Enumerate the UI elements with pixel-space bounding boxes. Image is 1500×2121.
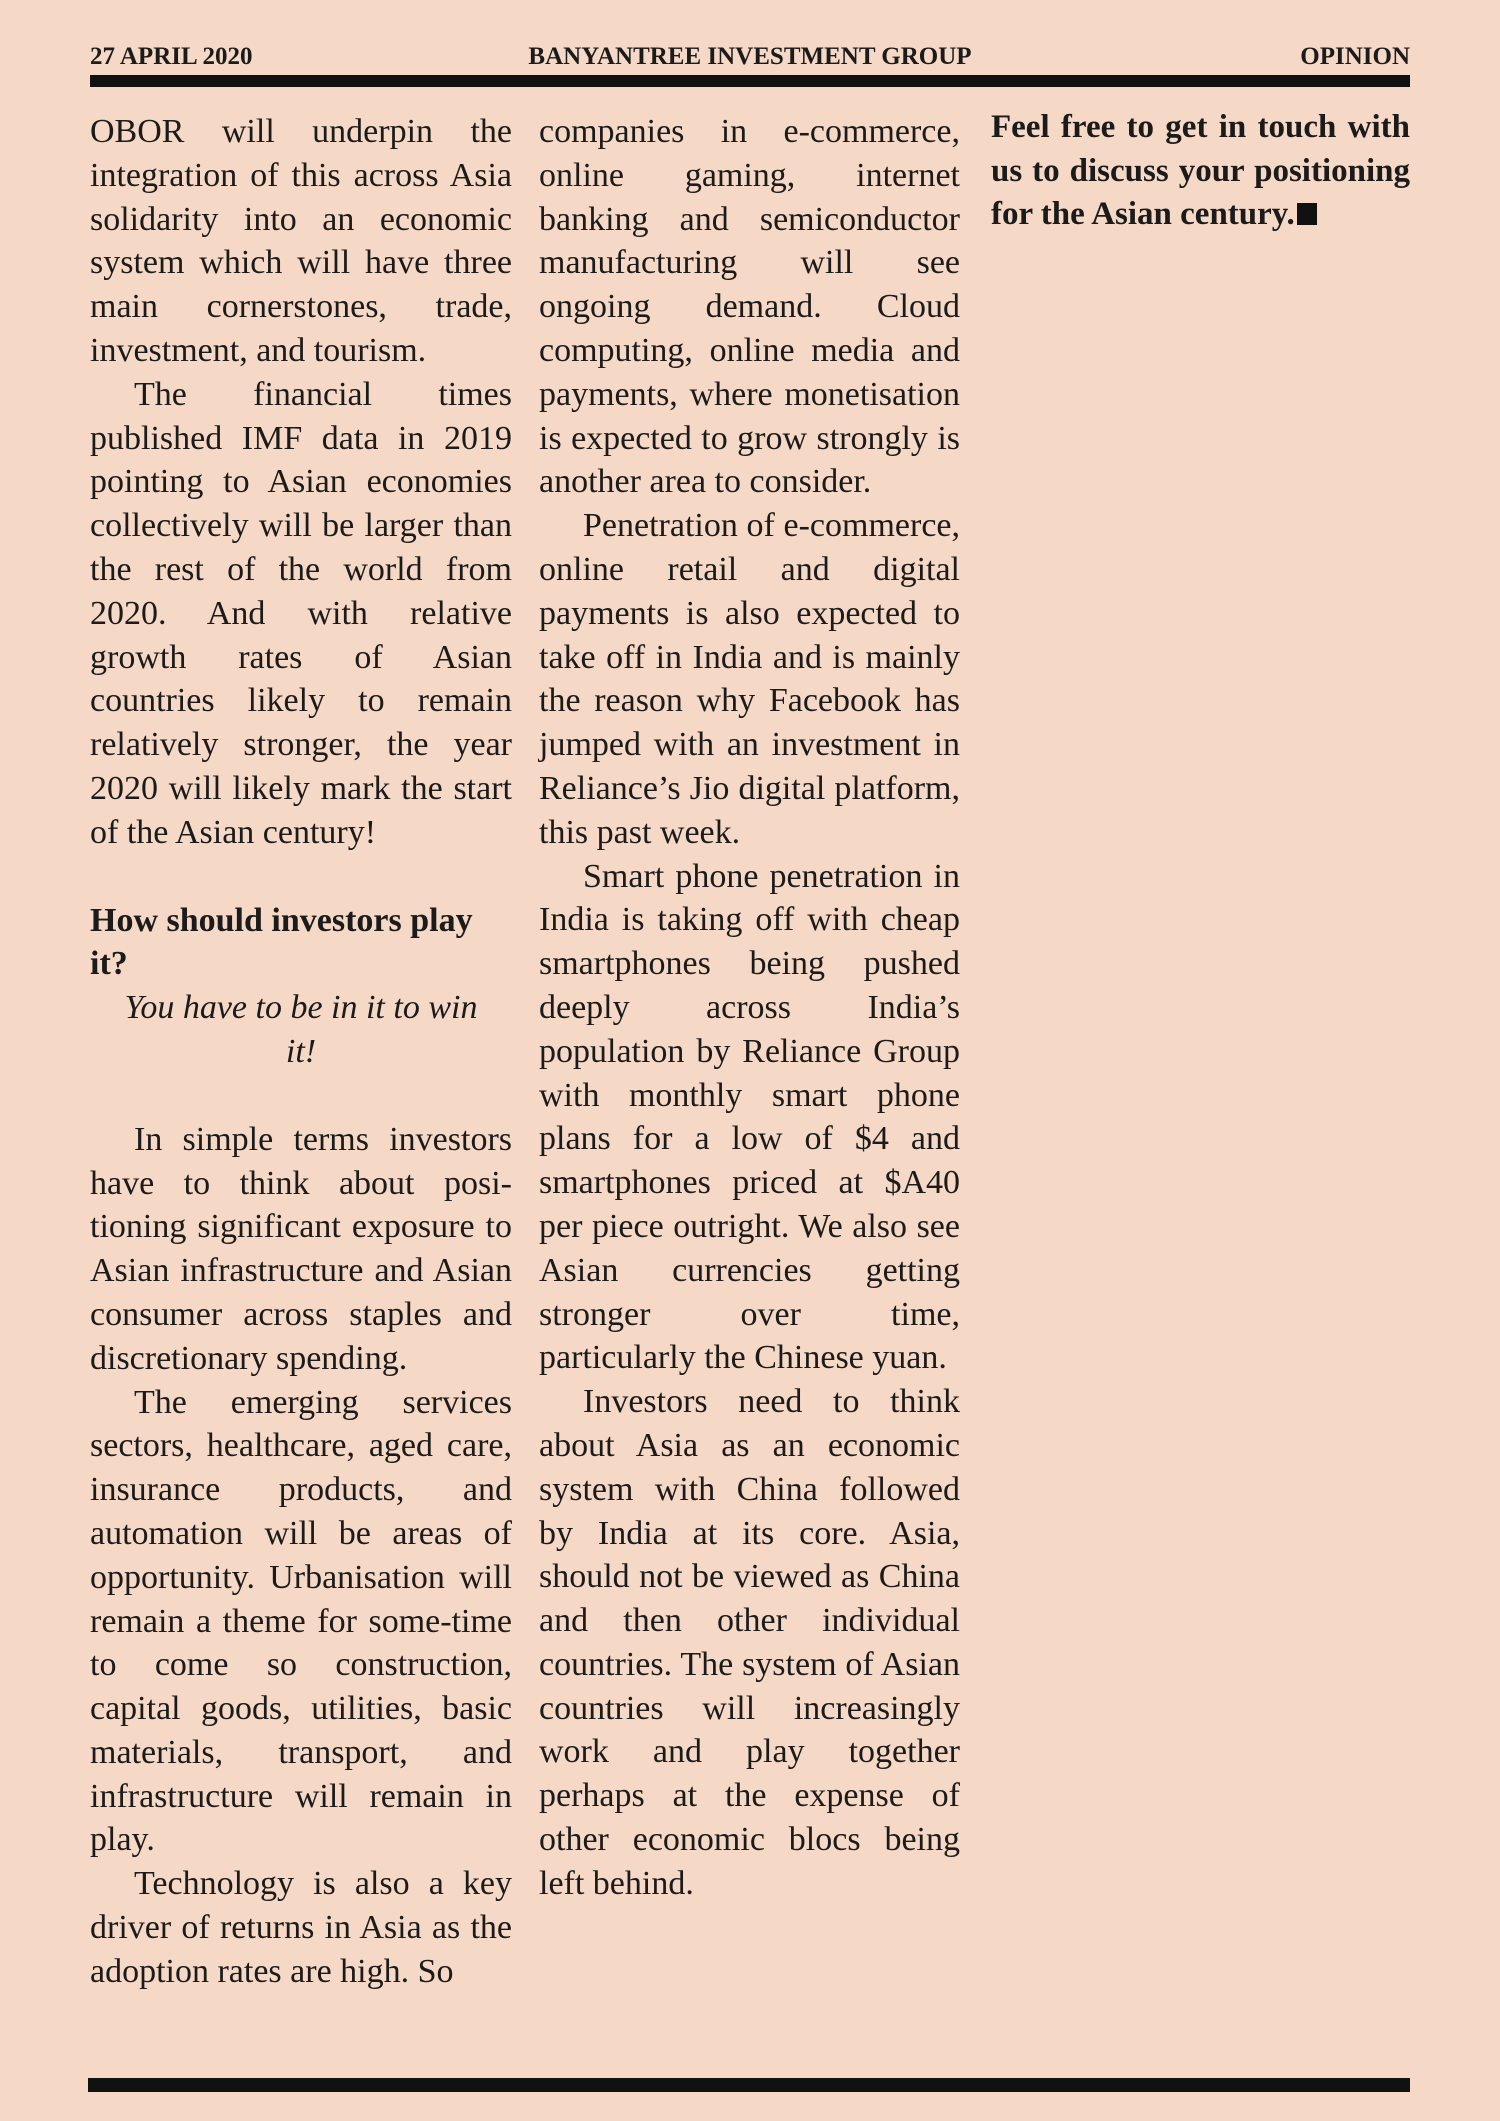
paragraph: In simple terms investors have to think about positioning significant exposure to Asian infrastructure and Asian consumer across staples and discretionary spending. <box>90 1120 512 1377</box>
spacer <box>90 855 512 899</box>
footer-rule <box>88 2078 1410 2092</box>
section-label: OPINION <box>1300 43 1410 70</box>
paragraph: Investors need to think about Asia as an economic system with China followed by India at its core. Asia, should not be viewed as China and then other individual countries. The system of Asian countries will increasingly work and play together perhaps at the expense of other economic blocs being left behind. <box>539 1383 960 1902</box>
spacer <box>90 1074 512 1118</box>
call-to-action-text: Feel free to get in touch with us to discuss your positioning for the Asian century. <box>991 109 1410 232</box>
paragraph: The emerging services sectors, healthcare, aged care, insurance products, and automation will be areas of opportunity. Urbanisation will remain a theme for some-time to come so construction, capital goods, utilities, basic materials, transport, and infrastructure will remain in play. <box>90 1383 512 1859</box>
end-of-article-mark <box>1297 203 1317 225</box>
paragraph: The financial times published IMF data in 2019 pointing to Asian economies collectively will be larger than the rest of the world from 2020. And with relative growth rates of Asian countries likely to remain relatively stronger, the year 2020 will likely mark the start of the Asian century! <box>90 375 512 851</box>
paragraph: Penetration of e-commerce, online retail and digital payments is also expected to take off in India and is mainly the reason why Facebook has jumped with an investment in Reliance’s Jio digital platform, this past week. <box>539 507 960 851</box>
call-to-action <box>991 106 1410 237</box>
paragraph: OBOR will underpin the integration of this across Asia solidarity into an economic system which will have three main cornerstones, trade, investment, and tourism. <box>90 113 512 369</box>
subheading: How should investors play it? <box>90 901 473 983</box>
publisher-name: BANYANTREE INVESTMENT GROUP <box>528 43 972 70</box>
article-column-3 <box>991 106 1410 237</box>
header-rule <box>90 75 1410 87</box>
issue-date: 27 APRIL 2020 <box>90 43 253 70</box>
article-column-1 <box>90 110 512 1994</box>
page-header <box>90 42 1410 72</box>
paragraph: companies in e-commerce, online gaming, internet banking and semiconductor manufacturing will see ongoing demand. Cloud computing, online media and payments, where monetisation is expected to grow strongly is another area to consider. <box>539 113 960 501</box>
pull-quote: You have to be in it to win it! <box>124 989 478 1070</box>
article-column-2 <box>539 110 960 1906</box>
paragraph: Smart phone penetration in India is taking off with cheap smartphones being pushed deeply across India’s population by Reliance Group with monthly smart phone plans for a low of $4 and smartphones priced at $A40 per piece outright. We also see Asian currencies getting stronger over time, particularly the Chinese yuan. <box>539 857 960 1377</box>
paragraph: Technology is also a key driver of returns in Asia as the adoption rates are high. So <box>90 1865 512 1990</box>
